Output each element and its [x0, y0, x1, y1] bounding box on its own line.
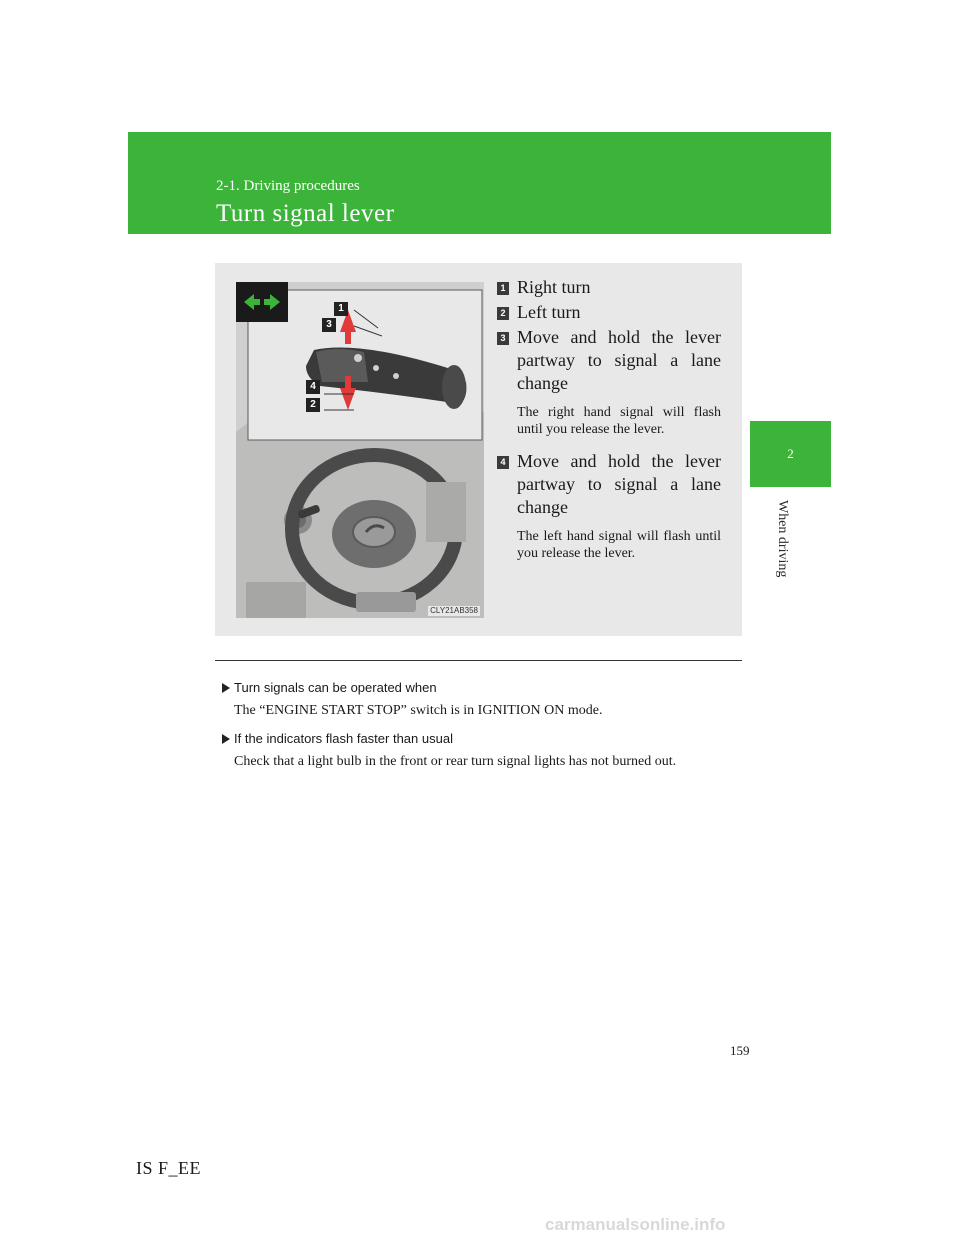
chapter-label-text: When driving [775, 500, 790, 578]
item-label: Move and hold the lever partway to signal a lane change [517, 327, 721, 393]
notes-section [222, 679, 740, 781]
callout-4: 4 [306, 380, 320, 394]
note-body: Check that a light bulb in the front or rear turn signal lights has not burned out. [234, 754, 677, 769]
list-item [497, 450, 721, 562]
callout-1: 1 [334, 302, 348, 316]
watermark: carmanualsonline.info [545, 1215, 726, 1234]
callout-2: 2 [306, 398, 320, 412]
chapter-number: 2 [787, 446, 794, 461]
item-label: Move and hold the lever partway to signal a lane change [517, 451, 721, 517]
item-marker: 2 [497, 307, 509, 320]
section-title: 2-1. Driving procedures [216, 178, 360, 194]
figure-code: CLY21AB358 [430, 606, 478, 615]
item-marker: 1 [497, 282, 509, 295]
item-description: The right hand signal will flash until you release the lever. [517, 405, 721, 437]
item-marker: 4 [497, 456, 509, 469]
section-header [128, 132, 831, 234]
item-description: The left hand signal will flash until you release the lever. [517, 529, 721, 561]
item-label: Right turn [517, 277, 591, 297]
item-marker: 3 [497, 332, 509, 345]
note-heading: If the indicators flash faster than usual [222, 730, 740, 748]
page-number: 159 [730, 1043, 750, 1058]
page-title: Turn signal lever [216, 200, 395, 227]
divider [215, 660, 742, 661]
dashboard-illustration [236, 282, 484, 618]
note-heading: Turn signals can be operated when [222, 679, 740, 697]
item-list [497, 276, 721, 562]
item-label: Left turn [517, 302, 581, 322]
list-item [497, 301, 721, 324]
chapter-label [775, 500, 800, 600]
chapter-tab[interactable] [750, 421, 831, 487]
model-code: IS F_EE [136, 1158, 202, 1178]
note-body: The “ENGINE START STOP” switch is in IGNITION ON mode. [234, 703, 603, 718]
list-item [497, 276, 721, 299]
turn-signal-figure [236, 282, 484, 618]
callout-3: 3 [322, 318, 336, 332]
list-item [497, 326, 721, 438]
